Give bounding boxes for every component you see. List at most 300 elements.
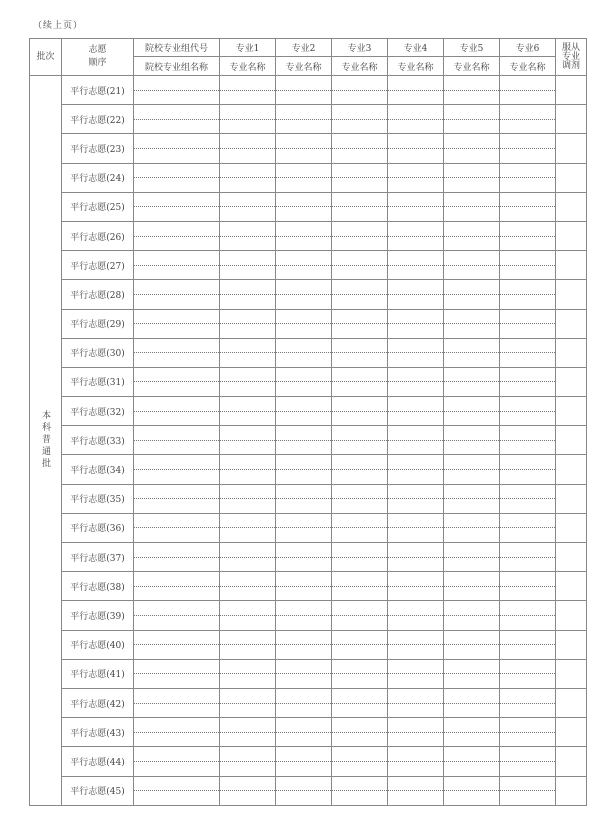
group-code-field[interactable] xyxy=(134,688,220,703)
major-3-code-field[interactable] xyxy=(332,76,388,91)
major-3-name-field[interactable] xyxy=(332,90,388,105)
major-2-name-field[interactable] xyxy=(276,411,332,426)
adjust-field[interactable] xyxy=(556,134,587,163)
major-1-name-field[interactable] xyxy=(220,674,276,689)
major-1-name-field[interactable] xyxy=(220,586,276,601)
group-name-field[interactable] xyxy=(134,178,220,193)
major-1-name-field[interactable] xyxy=(220,411,276,426)
major-3-code-field[interactable] xyxy=(332,338,388,353)
major-6-code-field[interactable] xyxy=(500,426,556,441)
major-6-code-field[interactable] xyxy=(500,105,556,120)
major-2-name-field[interactable] xyxy=(276,119,332,134)
major-2-code-field[interactable] xyxy=(276,455,332,470)
group-name-field[interactable] xyxy=(134,791,220,806)
major-6-code-field[interactable] xyxy=(500,338,556,353)
group-name-field[interactable] xyxy=(134,90,220,105)
major-2-name-field[interactable] xyxy=(276,528,332,543)
major-3-name-field[interactable] xyxy=(332,178,388,193)
group-code-field[interactable] xyxy=(134,309,220,324)
major-2-name-field[interactable] xyxy=(276,732,332,747)
major-1-name-field[interactable] xyxy=(220,440,276,455)
major-5-code-field[interactable] xyxy=(444,105,500,120)
major-6-name-field[interactable] xyxy=(500,90,556,105)
adjust-field[interactable] xyxy=(556,426,587,455)
major-6-code-field[interactable] xyxy=(500,76,556,91)
major-3-code-field[interactable] xyxy=(332,572,388,587)
major-3-code-field[interactable] xyxy=(332,280,388,295)
major-6-name-field[interactable] xyxy=(500,674,556,689)
major-4-code-field[interactable] xyxy=(388,659,444,674)
major-5-name-field[interactable] xyxy=(444,674,500,689)
major-6-code-field[interactable] xyxy=(500,221,556,236)
adjust-field[interactable] xyxy=(556,513,587,542)
major-3-code-field[interactable] xyxy=(332,718,388,733)
major-2-code-field[interactable] xyxy=(276,484,332,499)
major-4-code-field[interactable] xyxy=(388,543,444,558)
major-4-name-field[interactable] xyxy=(388,353,444,368)
major-5-name-field[interactable] xyxy=(444,236,500,251)
adjust-field[interactable] xyxy=(556,367,587,396)
major-5-code-field[interactable] xyxy=(444,601,500,616)
major-5-name-field[interactable] xyxy=(444,470,500,485)
group-code-field[interactable] xyxy=(134,367,220,382)
major-4-name-field[interactable] xyxy=(388,557,444,572)
group-name-field[interactable] xyxy=(134,586,220,601)
adjust-field[interactable] xyxy=(556,397,587,426)
major-2-name-field[interactable] xyxy=(276,294,332,309)
group-code-field[interactable] xyxy=(134,251,220,266)
major-4-code-field[interactable] xyxy=(388,718,444,733)
adjust-field[interactable] xyxy=(556,747,587,776)
adjust-field[interactable] xyxy=(556,543,587,572)
major-3-name-field[interactable] xyxy=(332,265,388,280)
major-6-code-field[interactable] xyxy=(500,601,556,616)
major-4-name-field[interactable] xyxy=(388,90,444,105)
major-5-code-field[interactable] xyxy=(444,513,500,528)
major-2-code-field[interactable] xyxy=(276,601,332,616)
major-1-name-field[interactable] xyxy=(220,499,276,514)
major-1-name-field[interactable] xyxy=(220,382,276,397)
major-5-name-field[interactable] xyxy=(444,703,500,718)
major-4-code-field[interactable] xyxy=(388,367,444,382)
major-4-name-field[interactable] xyxy=(388,732,444,747)
major-5-name-field[interactable] xyxy=(444,353,500,368)
major-4-name-field[interactable] xyxy=(388,586,444,601)
major-6-code-field[interactable] xyxy=(500,572,556,587)
major-2-code-field[interactable] xyxy=(276,659,332,674)
major-6-name-field[interactable] xyxy=(500,761,556,776)
group-code-field[interactable] xyxy=(134,280,220,295)
major-3-code-field[interactable] xyxy=(332,484,388,499)
major-4-code-field[interactable] xyxy=(388,484,444,499)
group-code-field[interactable] xyxy=(134,601,220,616)
major-2-name-field[interactable] xyxy=(276,207,332,222)
major-2-name-field[interactable] xyxy=(276,761,332,776)
major-1-code-field[interactable] xyxy=(220,338,276,353)
major-6-code-field[interactable] xyxy=(500,747,556,762)
group-code-field[interactable] xyxy=(134,513,220,528)
adjust-field[interactable] xyxy=(556,251,587,280)
major-5-name-field[interactable] xyxy=(444,119,500,134)
group-code-field[interactable] xyxy=(134,572,220,587)
group-name-field[interactable] xyxy=(134,236,220,251)
major-3-code-field[interactable] xyxy=(332,776,388,791)
adjust-field[interactable] xyxy=(556,659,587,688)
major-3-code-field[interactable] xyxy=(332,309,388,324)
major-2-code-field[interactable] xyxy=(276,776,332,791)
major-5-code-field[interactable] xyxy=(444,688,500,703)
group-code-field[interactable] xyxy=(134,163,220,178)
major-1-code-field[interactable] xyxy=(220,280,276,295)
major-5-name-field[interactable] xyxy=(444,294,500,309)
major-4-code-field[interactable] xyxy=(388,397,444,412)
major-5-name-field[interactable] xyxy=(444,440,500,455)
major-1-name-field[interactable] xyxy=(220,791,276,806)
major-2-name-field[interactable] xyxy=(276,557,332,572)
group-code-field[interactable] xyxy=(134,659,220,674)
major-1-code-field[interactable] xyxy=(220,455,276,470)
major-6-name-field[interactable] xyxy=(500,294,556,309)
major-3-code-field[interactable] xyxy=(332,630,388,645)
major-6-name-field[interactable] xyxy=(500,732,556,747)
major-4-code-field[interactable] xyxy=(388,572,444,587)
major-4-code-field[interactable] xyxy=(388,221,444,236)
major-5-name-field[interactable] xyxy=(444,761,500,776)
major-1-code-field[interactable] xyxy=(220,251,276,266)
major-1-code-field[interactable] xyxy=(220,601,276,616)
major-1-name-field[interactable] xyxy=(220,265,276,280)
major-6-code-field[interactable] xyxy=(500,688,556,703)
major-3-name-field[interactable] xyxy=(332,148,388,163)
major-4-code-field[interactable] xyxy=(388,776,444,791)
major-5-name-field[interactable] xyxy=(444,499,500,514)
major-2-name-field[interactable] xyxy=(276,440,332,455)
major-3-code-field[interactable] xyxy=(332,221,388,236)
major-6-name-field[interactable] xyxy=(500,645,556,660)
major-4-code-field[interactable] xyxy=(388,309,444,324)
major-6-name-field[interactable] xyxy=(500,528,556,543)
group-name-field[interactable] xyxy=(134,382,220,397)
major-5-name-field[interactable] xyxy=(444,148,500,163)
major-1-code-field[interactable] xyxy=(220,543,276,558)
major-4-name-field[interactable] xyxy=(388,236,444,251)
major-1-name-field[interactable] xyxy=(220,470,276,485)
major-6-code-field[interactable] xyxy=(500,192,556,207)
adjust-field[interactable] xyxy=(556,280,587,309)
group-code-field[interactable] xyxy=(134,134,220,149)
major-4-name-field[interactable] xyxy=(388,207,444,222)
major-6-code-field[interactable] xyxy=(500,630,556,645)
major-2-code-field[interactable] xyxy=(276,76,332,91)
major-3-code-field[interactable] xyxy=(332,659,388,674)
major-2-name-field[interactable] xyxy=(276,236,332,251)
major-2-name-field[interactable] xyxy=(276,470,332,485)
group-code-field[interactable] xyxy=(134,776,220,791)
major-1-code-field[interactable] xyxy=(220,221,276,236)
major-2-code-field[interactable] xyxy=(276,134,332,149)
major-6-code-field[interactable] xyxy=(500,397,556,412)
major-5-name-field[interactable] xyxy=(444,265,500,280)
major-4-code-field[interactable] xyxy=(388,426,444,441)
major-6-code-field[interactable] xyxy=(500,659,556,674)
major-5-code-field[interactable] xyxy=(444,718,500,733)
group-code-field[interactable] xyxy=(134,192,220,207)
major-1-code-field[interactable] xyxy=(220,397,276,412)
major-5-code-field[interactable] xyxy=(444,455,500,470)
group-code-field[interactable] xyxy=(134,543,220,558)
major-5-code-field[interactable] xyxy=(444,192,500,207)
group-name-field[interactable] xyxy=(134,557,220,572)
major-5-name-field[interactable] xyxy=(444,615,500,630)
adjust-field[interactable] xyxy=(556,309,587,338)
group-name-field[interactable] xyxy=(134,645,220,660)
major-6-code-field[interactable] xyxy=(500,776,556,791)
major-2-name-field[interactable] xyxy=(276,586,332,601)
major-4-code-field[interactable] xyxy=(388,747,444,762)
adjust-field[interactable] xyxy=(556,776,587,805)
major-3-name-field[interactable] xyxy=(332,324,388,339)
major-3-code-field[interactable] xyxy=(332,601,388,616)
major-6-name-field[interactable] xyxy=(500,499,556,514)
major-3-name-field[interactable] xyxy=(332,645,388,660)
group-code-field[interactable] xyxy=(134,221,220,236)
major-1-code-field[interactable] xyxy=(220,134,276,149)
group-code-field[interactable] xyxy=(134,105,220,120)
major-3-name-field[interactable] xyxy=(332,557,388,572)
group-code-field[interactable] xyxy=(134,484,220,499)
major-3-name-field[interactable] xyxy=(332,615,388,630)
major-6-name-field[interactable] xyxy=(500,703,556,718)
major-2-code-field[interactable] xyxy=(276,367,332,382)
major-4-name-field[interactable] xyxy=(388,528,444,543)
major-6-name-field[interactable] xyxy=(500,324,556,339)
major-1-name-field[interactable] xyxy=(220,557,276,572)
major-1-code-field[interactable] xyxy=(220,776,276,791)
major-2-name-field[interactable] xyxy=(276,703,332,718)
group-name-field[interactable] xyxy=(134,119,220,134)
major-5-code-field[interactable] xyxy=(444,630,500,645)
major-5-code-field[interactable] xyxy=(444,397,500,412)
group-code-field[interactable] xyxy=(134,397,220,412)
adjust-field[interactable] xyxy=(556,572,587,601)
major-5-code-field[interactable] xyxy=(444,280,500,295)
major-1-code-field[interactable] xyxy=(220,163,276,178)
major-5-code-field[interactable] xyxy=(444,484,500,499)
major-1-name-field[interactable] xyxy=(220,236,276,251)
major-3-name-field[interactable] xyxy=(332,586,388,601)
major-1-name-field[interactable] xyxy=(220,615,276,630)
major-2-code-field[interactable] xyxy=(276,718,332,733)
group-name-field[interactable] xyxy=(134,703,220,718)
major-2-code-field[interactable] xyxy=(276,426,332,441)
major-2-code-field[interactable] xyxy=(276,630,332,645)
major-4-name-field[interactable] xyxy=(388,674,444,689)
major-1-name-field[interactable] xyxy=(220,90,276,105)
major-1-code-field[interactable] xyxy=(220,513,276,528)
group-code-field[interactable] xyxy=(134,76,220,91)
major-3-code-field[interactable] xyxy=(332,105,388,120)
major-4-name-field[interactable] xyxy=(388,294,444,309)
major-2-code-field[interactable] xyxy=(276,513,332,528)
group-code-field[interactable] xyxy=(134,630,220,645)
major-3-name-field[interactable] xyxy=(332,236,388,251)
major-6-name-field[interactable] xyxy=(500,382,556,397)
major-4-code-field[interactable] xyxy=(388,134,444,149)
major-5-name-field[interactable] xyxy=(444,324,500,339)
major-3-code-field[interactable] xyxy=(332,747,388,762)
major-4-name-field[interactable] xyxy=(388,645,444,660)
major-2-code-field[interactable] xyxy=(276,251,332,266)
major-3-name-field[interactable] xyxy=(332,470,388,485)
adjust-field[interactable] xyxy=(556,163,587,192)
major-1-name-field[interactable] xyxy=(220,207,276,222)
major-5-code-field[interactable] xyxy=(444,747,500,762)
major-6-code-field[interactable] xyxy=(500,251,556,266)
major-5-name-field[interactable] xyxy=(444,382,500,397)
group-code-field[interactable] xyxy=(134,338,220,353)
major-4-name-field[interactable] xyxy=(388,761,444,776)
major-6-name-field[interactable] xyxy=(500,791,556,806)
major-3-code-field[interactable] xyxy=(332,455,388,470)
major-4-code-field[interactable] xyxy=(388,630,444,645)
major-3-name-field[interactable] xyxy=(332,732,388,747)
group-name-field[interactable] xyxy=(134,411,220,426)
major-5-name-field[interactable] xyxy=(444,178,500,193)
group-name-field[interactable] xyxy=(134,674,220,689)
major-2-name-field[interactable] xyxy=(276,791,332,806)
major-4-code-field[interactable] xyxy=(388,76,444,91)
major-6-code-field[interactable] xyxy=(500,309,556,324)
major-5-name-field[interactable] xyxy=(444,586,500,601)
adjust-field[interactable] xyxy=(556,76,587,105)
major-1-name-field[interactable] xyxy=(220,761,276,776)
group-name-field[interactable] xyxy=(134,761,220,776)
major-1-code-field[interactable] xyxy=(220,367,276,382)
major-5-name-field[interactable] xyxy=(444,557,500,572)
major-1-name-field[interactable] xyxy=(220,645,276,660)
major-4-name-field[interactable] xyxy=(388,382,444,397)
major-2-code-field[interactable] xyxy=(276,221,332,236)
adjust-field[interactable] xyxy=(556,630,587,659)
major-3-code-field[interactable] xyxy=(332,426,388,441)
major-4-code-field[interactable] xyxy=(388,163,444,178)
major-2-name-field[interactable] xyxy=(276,178,332,193)
major-6-name-field[interactable] xyxy=(500,557,556,572)
major-6-code-field[interactable] xyxy=(500,513,556,528)
major-3-name-field[interactable] xyxy=(332,791,388,806)
major-4-name-field[interactable] xyxy=(388,148,444,163)
major-1-code-field[interactable] xyxy=(220,718,276,733)
major-6-code-field[interactable] xyxy=(500,367,556,382)
major-6-code-field[interactable] xyxy=(500,280,556,295)
major-4-code-field[interactable] xyxy=(388,601,444,616)
major-2-name-field[interactable] xyxy=(276,615,332,630)
major-4-name-field[interactable] xyxy=(388,440,444,455)
major-3-name-field[interactable] xyxy=(332,528,388,543)
major-4-code-field[interactable] xyxy=(388,192,444,207)
major-1-name-field[interactable] xyxy=(220,294,276,309)
major-5-code-field[interactable] xyxy=(444,76,500,91)
major-6-name-field[interactable] xyxy=(500,265,556,280)
group-name-field[interactable] xyxy=(134,207,220,222)
major-1-code-field[interactable] xyxy=(220,484,276,499)
major-6-name-field[interactable] xyxy=(500,440,556,455)
major-3-name-field[interactable] xyxy=(332,294,388,309)
major-1-code-field[interactable] xyxy=(220,76,276,91)
group-name-field[interactable] xyxy=(134,294,220,309)
major-2-name-field[interactable] xyxy=(276,324,332,339)
major-5-code-field[interactable] xyxy=(444,543,500,558)
major-3-code-field[interactable] xyxy=(332,251,388,266)
major-6-name-field[interactable] xyxy=(500,470,556,485)
major-5-code-field[interactable] xyxy=(444,251,500,266)
major-2-code-field[interactable] xyxy=(276,747,332,762)
major-2-name-field[interactable] xyxy=(276,265,332,280)
major-3-name-field[interactable] xyxy=(332,411,388,426)
major-2-code-field[interactable] xyxy=(276,543,332,558)
major-2-code-field[interactable] xyxy=(276,163,332,178)
group-name-field[interactable] xyxy=(134,499,220,514)
adjust-field[interactable] xyxy=(556,718,587,747)
major-3-code-field[interactable] xyxy=(332,543,388,558)
major-3-code-field[interactable] xyxy=(332,134,388,149)
major-2-code-field[interactable] xyxy=(276,397,332,412)
major-1-name-field[interactable] xyxy=(220,353,276,368)
group-code-field[interactable] xyxy=(134,718,220,733)
major-3-code-field[interactable] xyxy=(332,192,388,207)
major-5-code-field[interactable] xyxy=(444,163,500,178)
major-1-code-field[interactable] xyxy=(220,309,276,324)
major-3-name-field[interactable] xyxy=(332,703,388,718)
major-3-name-field[interactable] xyxy=(332,761,388,776)
major-4-code-field[interactable] xyxy=(388,338,444,353)
major-5-code-field[interactable] xyxy=(444,134,500,149)
major-5-code-field[interactable] xyxy=(444,426,500,441)
group-code-field[interactable] xyxy=(134,426,220,441)
major-5-name-field[interactable] xyxy=(444,90,500,105)
major-2-name-field[interactable] xyxy=(276,674,332,689)
major-6-name-field[interactable] xyxy=(500,586,556,601)
major-1-code-field[interactable] xyxy=(220,747,276,762)
major-5-name-field[interactable] xyxy=(444,411,500,426)
major-4-name-field[interactable] xyxy=(388,324,444,339)
major-4-name-field[interactable] xyxy=(388,703,444,718)
major-2-code-field[interactable] xyxy=(276,192,332,207)
major-5-name-field[interactable] xyxy=(444,732,500,747)
major-3-name-field[interactable] xyxy=(332,207,388,222)
major-4-name-field[interactable] xyxy=(388,178,444,193)
major-6-code-field[interactable] xyxy=(500,543,556,558)
major-3-code-field[interactable] xyxy=(332,367,388,382)
major-1-code-field[interactable] xyxy=(220,426,276,441)
adjust-field[interactable] xyxy=(556,192,587,221)
major-3-code-field[interactable] xyxy=(332,163,388,178)
major-3-name-field[interactable] xyxy=(332,440,388,455)
group-name-field[interactable] xyxy=(134,615,220,630)
group-name-field[interactable] xyxy=(134,440,220,455)
adjust-field[interactable] xyxy=(556,455,587,484)
major-4-name-field[interactable] xyxy=(388,411,444,426)
major-4-name-field[interactable] xyxy=(388,119,444,134)
major-1-name-field[interactable] xyxy=(220,148,276,163)
major-6-code-field[interactable] xyxy=(500,134,556,149)
major-6-code-field[interactable] xyxy=(500,455,556,470)
major-2-name-field[interactable] xyxy=(276,499,332,514)
major-1-name-field[interactable] xyxy=(220,178,276,193)
major-4-code-field[interactable] xyxy=(388,455,444,470)
major-1-code-field[interactable] xyxy=(220,192,276,207)
group-code-field[interactable] xyxy=(134,455,220,470)
